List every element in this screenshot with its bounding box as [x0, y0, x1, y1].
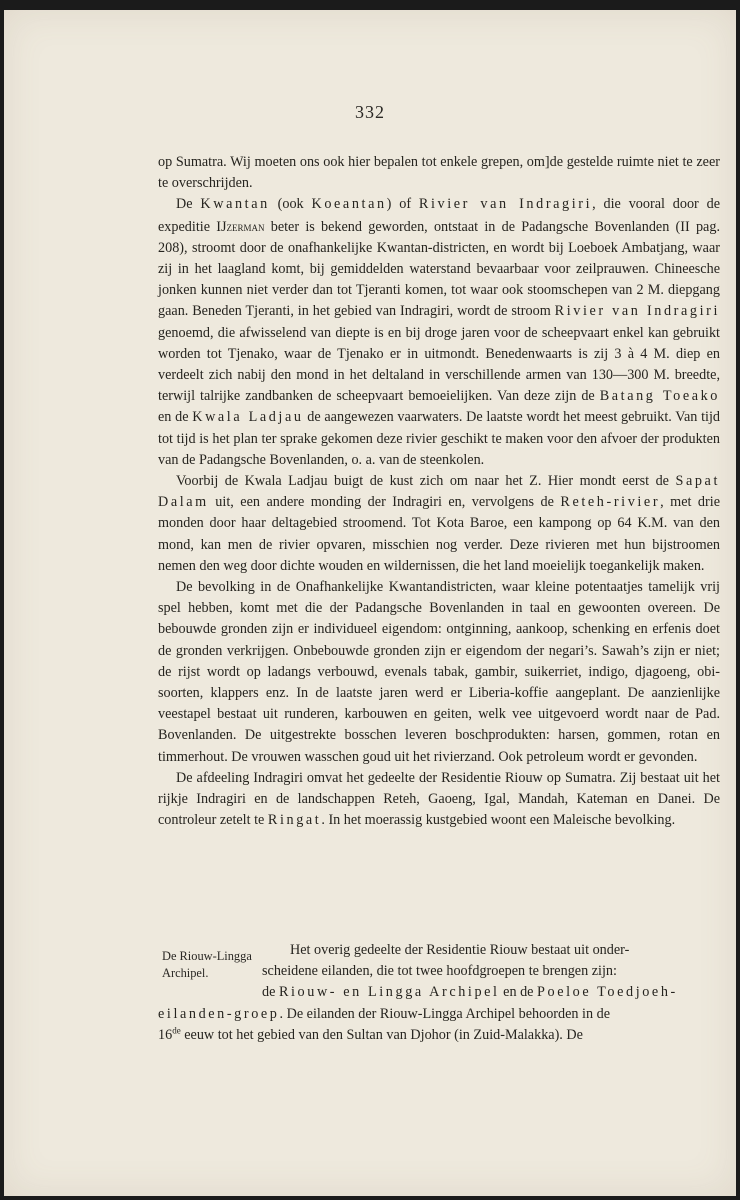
- section-line-1: Het overig gedeelte der Residentie Riouw bestaat uit onder-: [290, 942, 630, 958]
- text-run: De bevolking in de Onafhankelijke Kwantandistricten, waar kleine potentaatjes tamelijk vrij spel hebben, komt met die der Padangsche Bovenlanden in taal en gewoonten overeen. De bebouwde gronden zijn er individueel eigendom: ontginning, aankoop, schenking en erfenis doet de gronden verkrijgen. Onbebouwde gronden zijn er eigendom der negari’s. Sawah’s zijn er niet; de rijst wordt op ladangs verbouwd, evenals tabak, gambir, suikerriet, indigo, djagoeng, obi-soorten, klappers enz. In de laatste jaren werd er Liberia-koffie aangeplant. De aanzienlijke veestapel bestaat uit runderen, karbouwen en geiten, welk vee uitgevoerd wordt naar de Pad. Bovenlanden. De uitgestrekte bosschen leveren boschprodukten: harsen, gommen, rotan en timmerhout. De vrouwen wasschen goud uit het rivierzand. Ook petroleum wordt er gevonden.: [158, 579, 720, 765]
- text-run: de: [262, 984, 279, 1001]
- text-run: De afdeeling Indragiri omvat het gedeelte der Residentie Riouw op Sumatra. Zij bestaat uit het rijkje Indragiri en de landschappen Reteh, Gaoeng, Igal, Mandah, Kateman en Danei. De controleur zetelt te: [158, 769, 720, 829]
- spaced-term: Poeloe Toedjoeh-: [537, 984, 678, 1001]
- spaced-term: Riouw- en Lingga Archipel: [278, 984, 500, 1001]
- paragraph-3: [158, 471, 720, 577]
- section-line-2: scheidene eilanden, die tot twee hoofdgroepen te brengen zijn:: [262, 963, 617, 980]
- text-run: 16: [158, 1026, 173, 1043]
- paragraph-4: [158, 577, 720, 768]
- text-run: genoemd, die afwisselend van diepte is en bij droge jaren voor de scheepvaart enkel kan gebruikt worden tot Tjenako, waar de Tjenako er in uitmondt. Benedenwaarts is zij 3 à 4 M. diep en verdeelt zich nabij den mond in het deltaland in verschillende armen van 130—300 M. breedte, terwijl talrijke zandbanken de scheepvaart bemoeielijken. Van deze zijn de: [158, 324, 720, 405]
- text-run: De: [176, 196, 201, 213]
- paragraph-5: [158, 768, 720, 832]
- spaced-term: Batang Toeako: [599, 388, 721, 405]
- main-text: [158, 152, 720, 832]
- spaced-term: Reteh-rivier: [560, 494, 661, 511]
- text-run: de aangewezen vaarwaters. De laatste wordt het meest gebruikt. Van tijd tot tijd is het plan ter sprake gekomen deze rivier geschikt te maken voor den afvoer der produkten van de Padangsche Bovenlanden, o. a. van de steenkolen.: [158, 409, 720, 468]
- text-run: (ook: [269, 196, 312, 213]
- spaced-term: Sapat Dalam: [158, 473, 720, 511]
- paragraph-1: [158, 152, 720, 194]
- book-page: [4, 10, 736, 1196]
- text-run: , met drie monden door haar deltagebied stroomend. Tot Kota Baroe, een kampong op 64 K.M. van den mond, kan men de rivier opvaren, misschien nog verder. Deze rivieren met hun bijstroomen nemen den weg door dichte wouden en wildernissen, die het land moeielijk toegankelijk maken.: [158, 494, 720, 574]
- spaced-term: Rivier van Indragiri: [554, 303, 720, 320]
- text-run: ) of: [386, 196, 419, 213]
- section-riouw: [158, 940, 720, 1046]
- section-line-3: [262, 982, 720, 1003]
- spaced-term: Kwala Ladjau: [192, 409, 304, 426]
- page-number: 332: [355, 102, 385, 122]
- margin-note: De Riouw-Lingga Archipel.: [162, 949, 252, 980]
- text-run: . In het moerassig kustgebied woont een Maleische bevolking.: [321, 812, 676, 829]
- text-run: de: [172, 1025, 181, 1036]
- text-run: uit, een andere monding der Indragiri en, vervolgens de: [208, 494, 561, 511]
- text-run: beter is bekend geworden, ontstaat in de Padangsche Bovenlanden (II pag. 208), stroomt door de onafhankelijke Kwantan-districten, en wordt bij Loeboek Ambatjang, waar zij in het laagland komt, bij gemiddelden waterstand bevaarbaar voor zeilprauwen. Chineesche jonken kunnen niet verder dan tot Tjeranti komen, tot waar ook stoomschepen van 2 M. diepgang gaan. Beneden Tjeranti, in het gebied van Indragiri, wordt de stroom: [158, 218, 720, 320]
- text-run: en de: [499, 984, 538, 1001]
- section-line-4: [158, 1004, 720, 1025]
- spaced-term: Rivier van Indragiri: [418, 196, 593, 213]
- text-run: Voorbij de Kwala Ladjau buigt de kust zich om naar het Z. Hier mondt eerst de: [176, 473, 676, 490]
- spaced-term: Kwantan: [200, 196, 270, 213]
- text-run: , die vooral door de expeditie IJ: [158, 196, 720, 235]
- text-run: . De eilanden der Riouw-Lingga Archipel behoorden in de: [279, 1005, 611, 1022]
- spaced-term: Koeantan: [311, 196, 387, 213]
- section-line-5: [158, 1025, 720, 1046]
- spaced-term: Ringat: [267, 812, 322, 829]
- text-run: en de: [158, 409, 193, 426]
- paragraph-2: [158, 194, 720, 471]
- spaced-term: eilanden-groep: [158, 1005, 280, 1022]
- text-run: eeuw tot het gebied van den Sultan van Djohor (in Zuid-Malakka). De: [180, 1026, 583, 1043]
- text-run: op Sumatra. Wij moeten ons ook hier bepalen tot enkele grepen, om]de gestelde ruimte niet te zeer te overschrijden.: [158, 154, 720, 192]
- small-caps-name: zerman: [226, 218, 265, 234]
